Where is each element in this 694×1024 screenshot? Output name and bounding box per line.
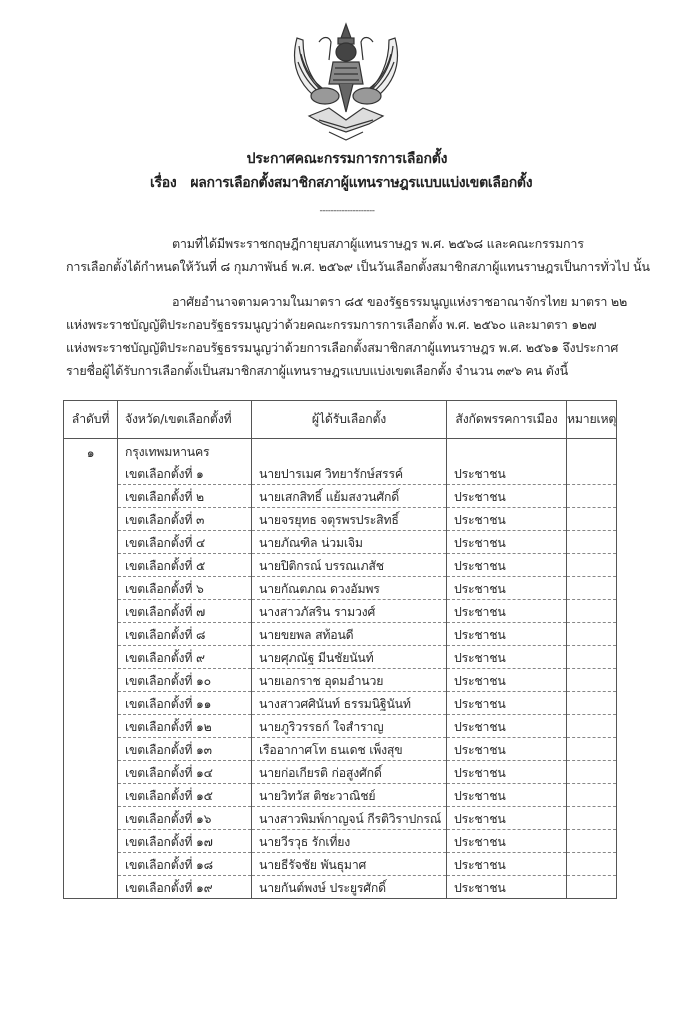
table-row <box>64 669 617 692</box>
column-header-note: หมายเหตุ <box>567 401 617 439</box>
party-cell: ประชาชน <box>447 692 567 715</box>
paragraph-2-line-3: แห่งพระราชบัญญัติประกอบรัฐธรรมนูญว่าด้วยการเลือกตั้งสมาชิกสภาผู้แทนราษฎร พ.ศ. ๒๕๖๑ จึงประกาศ <box>66 340 619 355</box>
party-cell: ประชาชน <box>447 485 567 508</box>
paragraph-1 <box>66 232 650 278</box>
district-cell: เขตเลือกตั้งที่ ๑๗ <box>118 830 252 853</box>
note-cell <box>567 646 617 669</box>
note-cell <box>567 807 617 830</box>
district-cell: เขตเลือกตั้งที่ ๑๖ <box>118 807 252 830</box>
district-cell: เขตเลือกตั้งที่ ๖ <box>118 577 252 600</box>
table-row <box>64 715 617 738</box>
elected-name-cell: นายภูริวรรธก์ ใจสำราญ <box>252 715 447 738</box>
elected-name-cell: นายปิติกรณ์ บรรณเภสัช <box>252 554 447 577</box>
party-cell: ประชาชน <box>447 738 567 761</box>
province-row <box>64 439 617 463</box>
paragraph-2 <box>66 290 632 382</box>
paragraph-1-line-1: ตามที่ได้มีพระราชกฤษฎีกายุบสภาผู้แทนราษฎร พ.ศ. ๒๕๖๘ และคณะกรรมการ <box>172 236 584 251</box>
empty-cell <box>447 439 567 463</box>
district-cell: เขตเลือกตั้งที่ ๑๒ <box>118 715 252 738</box>
paragraph-2-line-4: รายชื่อผู้ได้รับการเลือกตั้งเป็นสมาชิกสภาผู้แทนราษฎรแบบแบ่งเขตเลือกตั้ง จำนวน ๓๙๖ คน ดังนี้ <box>66 363 568 378</box>
announcement-title: ประกาศคณะกรรมการการเลือกตั้ง <box>246 151 448 167</box>
table-row <box>64 761 617 784</box>
table-row <box>64 623 617 646</box>
note-cell <box>567 600 617 623</box>
district-cell: เขตเลือกตั้งที่ ๒ <box>118 485 252 508</box>
elected-name-cell: นายกัณตภณ ดวงอัมพร <box>252 577 447 600</box>
note-cell <box>567 715 617 738</box>
party-cell: ประชาชน <box>447 761 567 784</box>
paragraph-2-line-1: อาศัยอำนาจตามความในมาตรา ๘๕ ของรัฐธรรมนูญแห่งราชอาณาจักรไทย มาตรา ๒๒ <box>172 294 628 309</box>
note-cell <box>567 853 617 876</box>
elected-name-cell: เรืออากาศโท ธนเดช เพ็งสุข <box>252 738 447 761</box>
announcement-subject <box>150 172 670 194</box>
district-cell: เขตเลือกตั้งที่ ๓ <box>118 508 252 531</box>
party-cell: ประชาชน <box>447 554 567 577</box>
paragraph-2-line-2: แห่งพระราชบัญญัติประกอบรัฐธรรมนูญว่าด้วยคณะกรรมการการเลือกตั้ง พ.ศ. ๒๕๖๐ และมาตรา ๑๒๗ <box>66 317 597 332</box>
district-cell: เขตเลือกตั้งที่ ๕ <box>118 554 252 577</box>
note-cell <box>567 830 617 853</box>
district-cell: เขตเลือกตั้งที่ ๑๘ <box>118 853 252 876</box>
party-cell: ประชาชน <box>447 807 567 830</box>
separator-line: -------------------- <box>319 206 375 216</box>
election-results-table <box>63 400 617 899</box>
elected-name-cell: นายกันต์พงษ์ ประยูรศักดิ์ <box>252 876 447 899</box>
order-number: ๑ <box>64 439 118 899</box>
note-cell <box>567 669 617 692</box>
note-cell <box>567 692 617 715</box>
district-cell: เขตเลือกตั้งที่ ๔ <box>118 531 252 554</box>
note-cell <box>567 876 617 899</box>
subject-label: เรื่อง <box>150 175 177 191</box>
note-cell <box>567 462 617 485</box>
note-cell <box>567 738 617 761</box>
elected-name-cell: นายเอกราช อุดมอำนวย <box>252 669 447 692</box>
province-name: กรุงเทพมหานคร <box>118 439 252 463</box>
district-cell: เขตเลือกตั้งที่ ๑๑ <box>118 692 252 715</box>
table-row <box>64 738 617 761</box>
column-header-district: จังหวัด/เขตเลือกตั้งที่ <box>118 401 252 439</box>
garuda-emblem-icon <box>289 20 403 146</box>
table-row <box>64 853 617 876</box>
district-cell: เขตเลือกตั้งที่ ๑๕ <box>118 784 252 807</box>
note-cell <box>567 623 617 646</box>
party-cell: ประชาชน <box>447 462 567 485</box>
table-row <box>64 692 617 715</box>
elected-name-cell: นายศุภณัฐ มีนชัยนันท์ <box>252 646 447 669</box>
elected-name-cell: นายวีรวุธ รักเที่ยง <box>252 830 447 853</box>
table-row <box>64 784 617 807</box>
district-cell: เขตเลือกตั้งที่ ๑๔ <box>118 761 252 784</box>
table-row <box>64 646 617 669</box>
table-row <box>64 600 617 623</box>
elected-name-cell: นายขยพล สท้อนดี <box>252 623 447 646</box>
district-cell: เขตเลือกตั้งที่ ๑๙ <box>118 876 252 899</box>
table-row <box>64 807 617 830</box>
party-cell: ประชาชน <box>447 531 567 554</box>
note-cell <box>567 784 617 807</box>
party-cell: ประชาชน <box>447 646 567 669</box>
party-cell: ประชาชน <box>447 669 567 692</box>
paragraph-1-line-2: การเลือกตั้งได้กำหนดให้วันที่ ๘ กุมภาพันธ์ พ.ศ. ๒๕๖๙ เป็นวันเลือกตั้งสมาชิกสภาผู้แทนราษฎรเป็นการทั่วไป นั้น <box>66 259 650 274</box>
district-cell: เขตเลือกตั้งที่ ๘ <box>118 623 252 646</box>
table-row <box>64 508 617 531</box>
table-row <box>64 462 617 485</box>
party-cell: ประชาชน <box>447 876 567 899</box>
elected-name-cell: นางสาวศศินันท์ ธรรมนิฐินันท์ <box>252 692 447 715</box>
note-cell <box>567 508 617 531</box>
note-cell <box>567 485 617 508</box>
table-row <box>64 554 617 577</box>
column-header-order: ลำดับที่ <box>64 401 118 439</box>
elected-name-cell: นายก่อเกียรติ ก่อสูงศักดิ์ <box>252 761 447 784</box>
elected-name-cell: นายเสกสิทธิ์ แย้มสงวนศักดิ์ <box>252 485 447 508</box>
elected-name-cell: นายจรยุทธ จตุรพรประสิทธิ์ <box>252 508 447 531</box>
party-cell: ประชาชน <box>447 600 567 623</box>
party-cell: ประชาชน <box>447 508 567 531</box>
elected-name-cell: นายปารเมศ วิทยารักษ์สรรค์ <box>252 462 447 485</box>
table-row <box>64 830 617 853</box>
table-row <box>64 876 617 899</box>
note-cell <box>567 531 617 554</box>
note-cell <box>567 577 617 600</box>
elected-name-cell: นายวิทวัส ติชะวาณิชย์ <box>252 784 447 807</box>
table-row <box>64 577 617 600</box>
district-cell: เขตเลือกตั้งที่ ๗ <box>118 600 252 623</box>
district-cell: เขตเลือกตั้งที่ ๑๓ <box>118 738 252 761</box>
table-row <box>64 485 617 508</box>
elected-name-cell: นางสาวภัสริน รามวงศ์ <box>252 600 447 623</box>
table-header-row <box>64 401 617 439</box>
district-cell: เขตเลือกตั้งที่ ๙ <box>118 646 252 669</box>
party-cell: ประชาชน <box>447 623 567 646</box>
party-cell: ประชาชน <box>447 784 567 807</box>
elected-name-cell: นางสาวพิมพ์กาญจน์ กีรติวิราปกรณ์ <box>252 807 447 830</box>
table-row <box>64 531 617 554</box>
elected-name-cell: นายภัณฑิล น่วมเจิม <box>252 531 447 554</box>
column-header-elected: ผู้ได้รับเลือกตั้ง <box>252 401 447 439</box>
empty-cell <box>567 439 617 463</box>
district-cell: เขตเลือกตั้งที่ ๑ <box>118 462 252 485</box>
subject-text: ผลการเลือกตั้งสมาชิกสภาผู้แทนราษฎรแบบแบ่งเขตเลือกตั้ง <box>190 175 533 191</box>
column-header-party: สังกัดพรรคการเมือง <box>447 401 567 439</box>
party-cell: ประชาชน <box>447 853 567 876</box>
empty-cell <box>252 439 447 463</box>
note-cell <box>567 554 617 577</box>
party-cell: ประชาชน <box>447 715 567 738</box>
district-cell: เขตเลือกตั้งที่ ๑๐ <box>118 669 252 692</box>
elected-name-cell: นายธีรัจชัย พันธุมาศ <box>252 853 447 876</box>
party-cell: ประชาชน <box>447 577 567 600</box>
party-cell: ประชาชน <box>447 830 567 853</box>
note-cell <box>567 761 617 784</box>
